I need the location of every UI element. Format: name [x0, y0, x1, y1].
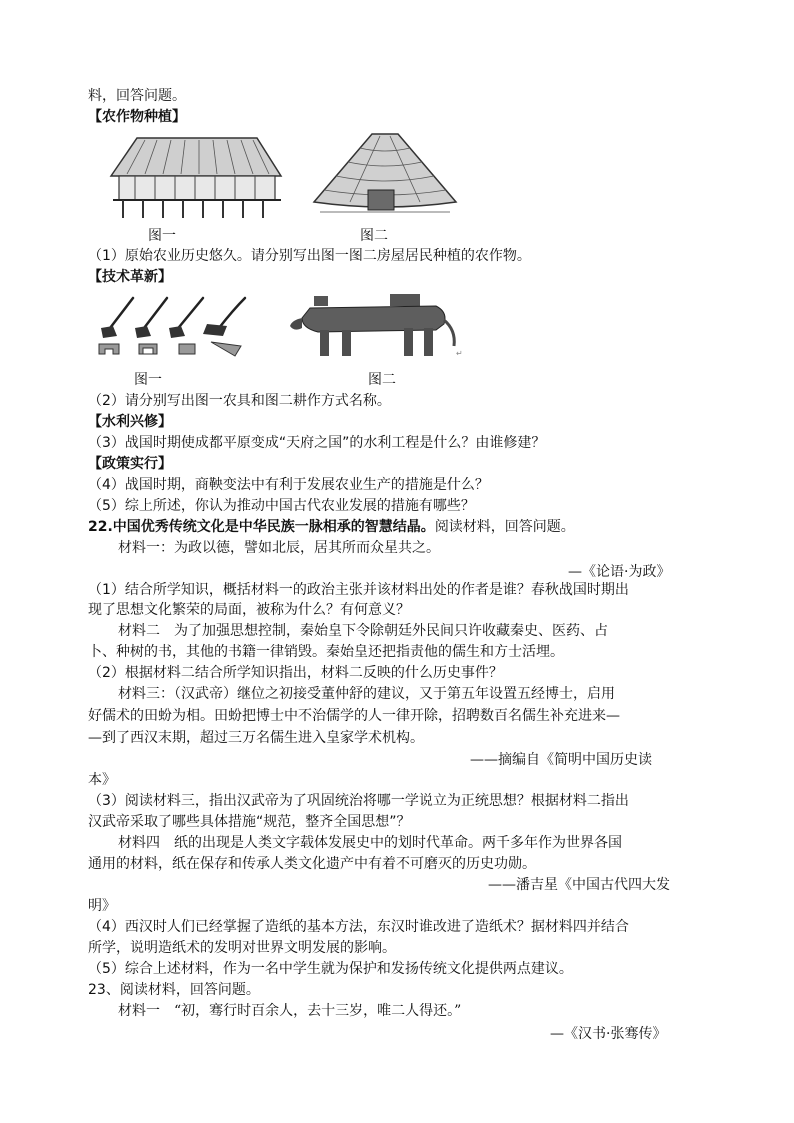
material-source: ——摘编自《简明中国历史读	[470, 752, 652, 768]
material-text: 材料三：（汉武帝）继位之初接受董仲舒的建议，又于第五年设置五经博士，启用	[118, 686, 615, 702]
section-heading: 【农作物种植】	[88, 109, 186, 125]
figure-caption: 图一	[134, 372, 162, 388]
question-text: （2）请分别写出图一农具和图二耕作方式名称。	[88, 393, 391, 409]
question-text: （2）根据材料二结合所学知识指出，材料二反映的什么历史事件？	[88, 665, 503, 681]
figure-caption: 图二	[368, 372, 396, 388]
section-heading: 【水利兴修】	[88, 414, 172, 430]
section-heading: 【政策实行】	[88, 456, 172, 472]
question-text: 汉武帝采取了哪些具体措施“规范，整齐全国思想”？	[88, 814, 411, 830]
question-text: （4）西汉时人们已经掌握了造纸的基本方法，东汉时谁改进了造纸术？据材料四并结合	[88, 919, 629, 935]
material-source: 本》	[88, 772, 116, 788]
material-source: 明》	[88, 898, 116, 914]
material-text: 通用的材料，纸在保存和传承人类文化遗产中有着不可磨灭的历史功勋。	[88, 856, 536, 872]
question-text: （3）阅读材料三，指出汉武帝为了巩固统治将哪一学说立为正统思想？根据材料二指出	[88, 793, 629, 809]
question-text: （3）战国时期使成都平原变成“天府之国”的水利工程是什么？由谁修建？	[88, 435, 546, 451]
question-22-title: 22.中国优秀传统文化是中华民族一脉相承的智慧结晶。	[88, 519, 435, 535]
section-heading: 【技术革新】	[88, 269, 172, 285]
round-thatched-hut-drawing	[310, 128, 460, 220]
question-text: （5）综上所述，你认为推动中国古代农业发展的措施有哪些？	[88, 498, 475, 514]
text-line: 料，回答问题。	[88, 88, 186, 104]
question-22-heading	[88, 517, 575, 537]
material-text: 卜、种树的书，其他的书籍一律销毁。秦始皇还把指责他的儒生和方士活埋。	[88, 644, 564, 660]
question-22-instruction: 阅读材料，回答问题。	[434, 519, 575, 535]
material-text: 材料二 为了加强思想控制，秦始皇下令除朝廷外民间只许收藏秦史、医药、占	[118, 623, 608, 639]
question-text: （4）战国时期，商鞅变法中有利于发展农业生产的措施是什么？	[88, 477, 489, 493]
ox-plough-bronze-drawing	[288, 290, 466, 362]
question-text: （1）结合所学知识，概括材料一的政治主张并该材料出处的作者是谁？春秋战国时期出	[88, 582, 629, 598]
material-text: 材料一：为政以德，譬如北辰，居其所而众星共之。	[118, 540, 440, 556]
stilt-house-drawing	[105, 130, 285, 222]
material-text: 材料四 纸的出现是人类文字载体发展史中的划时代革命。两千多年作为世界各国	[118, 835, 622, 851]
material-source: —《汉书·张骞传》	[550, 1026, 667, 1042]
farm-tools-drawing	[95, 292, 260, 360]
question-text: 所学，说明造纸术的发明对世界文明发展的影响。	[88, 940, 396, 956]
material-text: —到了西汉末期，超过三万名儒生进入皇家学术机构。	[88, 730, 424, 746]
material-source: ——潘吉星《中国古代四大发	[488, 877, 670, 893]
material-text: 好儒术的田蚡为相。田蚡把博士中不治儒学的人一律开除，招聘数百名儒生补充进来—	[88, 708, 620, 724]
question-23-heading: 23、阅读材料，回答问题。	[88, 982, 260, 998]
question-text: 现了思想文化繁荣的局面，被称为什么？有何意义？	[88, 602, 410, 618]
figure-caption: 图二	[360, 228, 388, 244]
question-text: （5）综合上述材料，作为一名中学生就为保护和发扬传统文化提供两点建议。	[88, 961, 573, 977]
material-source: —《论语·为政》	[568, 564, 671, 580]
material-text: 材料一 “初，骞行时百余人，去十三岁，唯二人得还。”	[118, 1003, 462, 1019]
question-text: （1）原始农业历史悠久。请分别写出图一图二房屋居民种植的农作物。	[88, 248, 531, 264]
svg-text:↵: ↵	[456, 349, 463, 358]
figure-caption: 图一	[148, 228, 176, 244]
